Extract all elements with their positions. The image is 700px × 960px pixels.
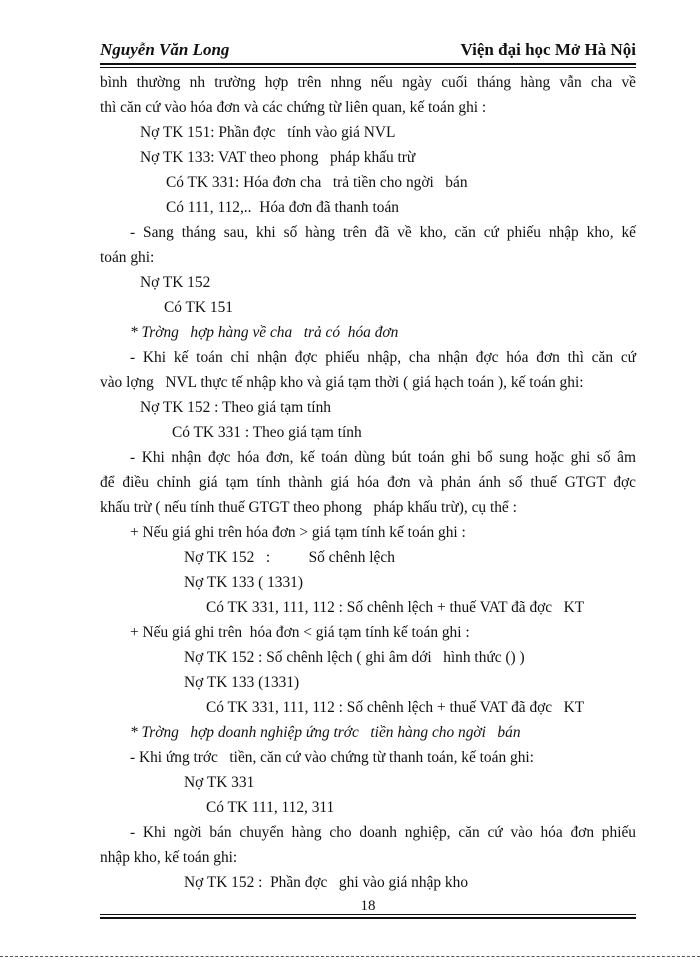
body-line: Nợ TK 331: [184, 774, 255, 791]
footer-rule: [100, 917, 636, 919]
body-line: Có TK 331: Hóa đơn cha trả tiền cho ngời bán: [166, 174, 468, 191]
body-line: thì căn cứ vào hóa đơn và các chứng từ liên quan, kế toán ghi :: [100, 99, 487, 116]
body-line: Nợ TK 152 : Phần đợc ghi vào giá nhập kho: [184, 874, 469, 891]
body-line: Có TK 331, 111, 112 : Số chênh lệch + thuế VAT đã đợc KT: [206, 599, 585, 616]
body-line: - Khi kế toán chỉ nhận đợc phiếu nhập, cha nhận đợc hóa đơn thì căn cứ: [130, 349, 636, 366]
body-line: bình thường nh trường hợp trên nhng nếu ngày cuối tháng hàng vẫn cha về: [100, 74, 636, 91]
body-line: - Khi ứng trớc tiền, căn cứ vào chứng từ thanh toán, kế toán ghi:: [130, 749, 534, 766]
body-line: Có TK 331 : Theo giá tạm tính: [172, 424, 362, 441]
section-heading: * Trờng hợp doanh nghiệp ứng trớc tiền hàng cho ngời bán: [130, 724, 521, 741]
header-rule: [100, 63, 636, 65]
body-line: Nợ TK 133 ( 1331): [184, 574, 303, 591]
body-line: + Nếu giá ghi trên hóa đơn < giá tạm tính kế toán ghi :: [130, 624, 470, 641]
page-break-line: [0, 956, 700, 957]
body-line: Nợ TK 152 : Số chênh lệch ( ghi âm dới hình thức () ): [184, 649, 525, 666]
body-line: Nợ TK 152 : Số chênh lệch: [184, 549, 395, 566]
header-institution: Viện đại học Mở Hà Nội: [460, 40, 636, 59]
header-author: Nguyễn Văn Long: [100, 40, 230, 59]
section-heading: * Trờng hợp hàng về cha trả có hóa đơn: [130, 324, 399, 341]
body-line: - Khi ngời bán chuyển hàng cho doanh nghiệp, căn cứ vào hóa đơn phiếu: [130, 824, 636, 841]
body-line: + Nếu giá ghi trên hóa đơn > giá tạm tính kế toán ghi :: [130, 524, 466, 541]
body-line: Có TK 151: [164, 299, 233, 316]
body-line: để điều chỉnh giá tạm tính thành giá hóa đơn và phản ánh số thuế GTGT đợc: [100, 474, 636, 491]
body-line: Có 111, 112,.. Hóa đơn đã thanh toán: [166, 199, 399, 216]
body-line: Có TK 331, 111, 112 : Số chênh lệch + thuế VAT đã đợc KT: [206, 699, 585, 716]
page-header: [100, 40, 636, 62]
header-rule-thin: [100, 67, 636, 68]
body-line: Nợ TK 151: Phần đợc tính vào giá NVL: [140, 124, 396, 141]
body-line: khấu trừ ( nếu tính thuế GTGT theo phong pháp khấu trừ), cụ thể :: [100, 499, 517, 516]
body-line: Nợ TK 152 : Theo giá tạm tính: [140, 399, 331, 416]
footer-rule-thin: [100, 914, 636, 915]
body-line: - Sang tháng sau, khi số hàng trên đã về kho, căn cứ phiếu nhập kho, kế: [130, 224, 636, 241]
body-line: Nợ TK 133 (1331): [184, 674, 300, 691]
body-line: nhập kho, kế toán ghi:: [100, 849, 238, 866]
page-number: 18: [360, 898, 376, 914]
body-text: [100, 70, 636, 895]
body-line: Có TK 111, 112, 311: [206, 799, 335, 816]
body-line: vào lợng NVL thực tế nhập kho và giá tạm thời ( giá hạch toán ), kế toán ghi:: [100, 374, 584, 391]
body-line: - Khi nhận đợc hóa đơn, kế toán dùng bút toán ghi bổ sung hoặc ghi số âm: [130, 449, 636, 466]
body-line: toán ghi:: [100, 249, 155, 266]
body-line: Nợ TK 152: [140, 274, 211, 291]
body-line: Nợ TK 133: VAT theo phong pháp khấu trừ: [140, 149, 416, 166]
